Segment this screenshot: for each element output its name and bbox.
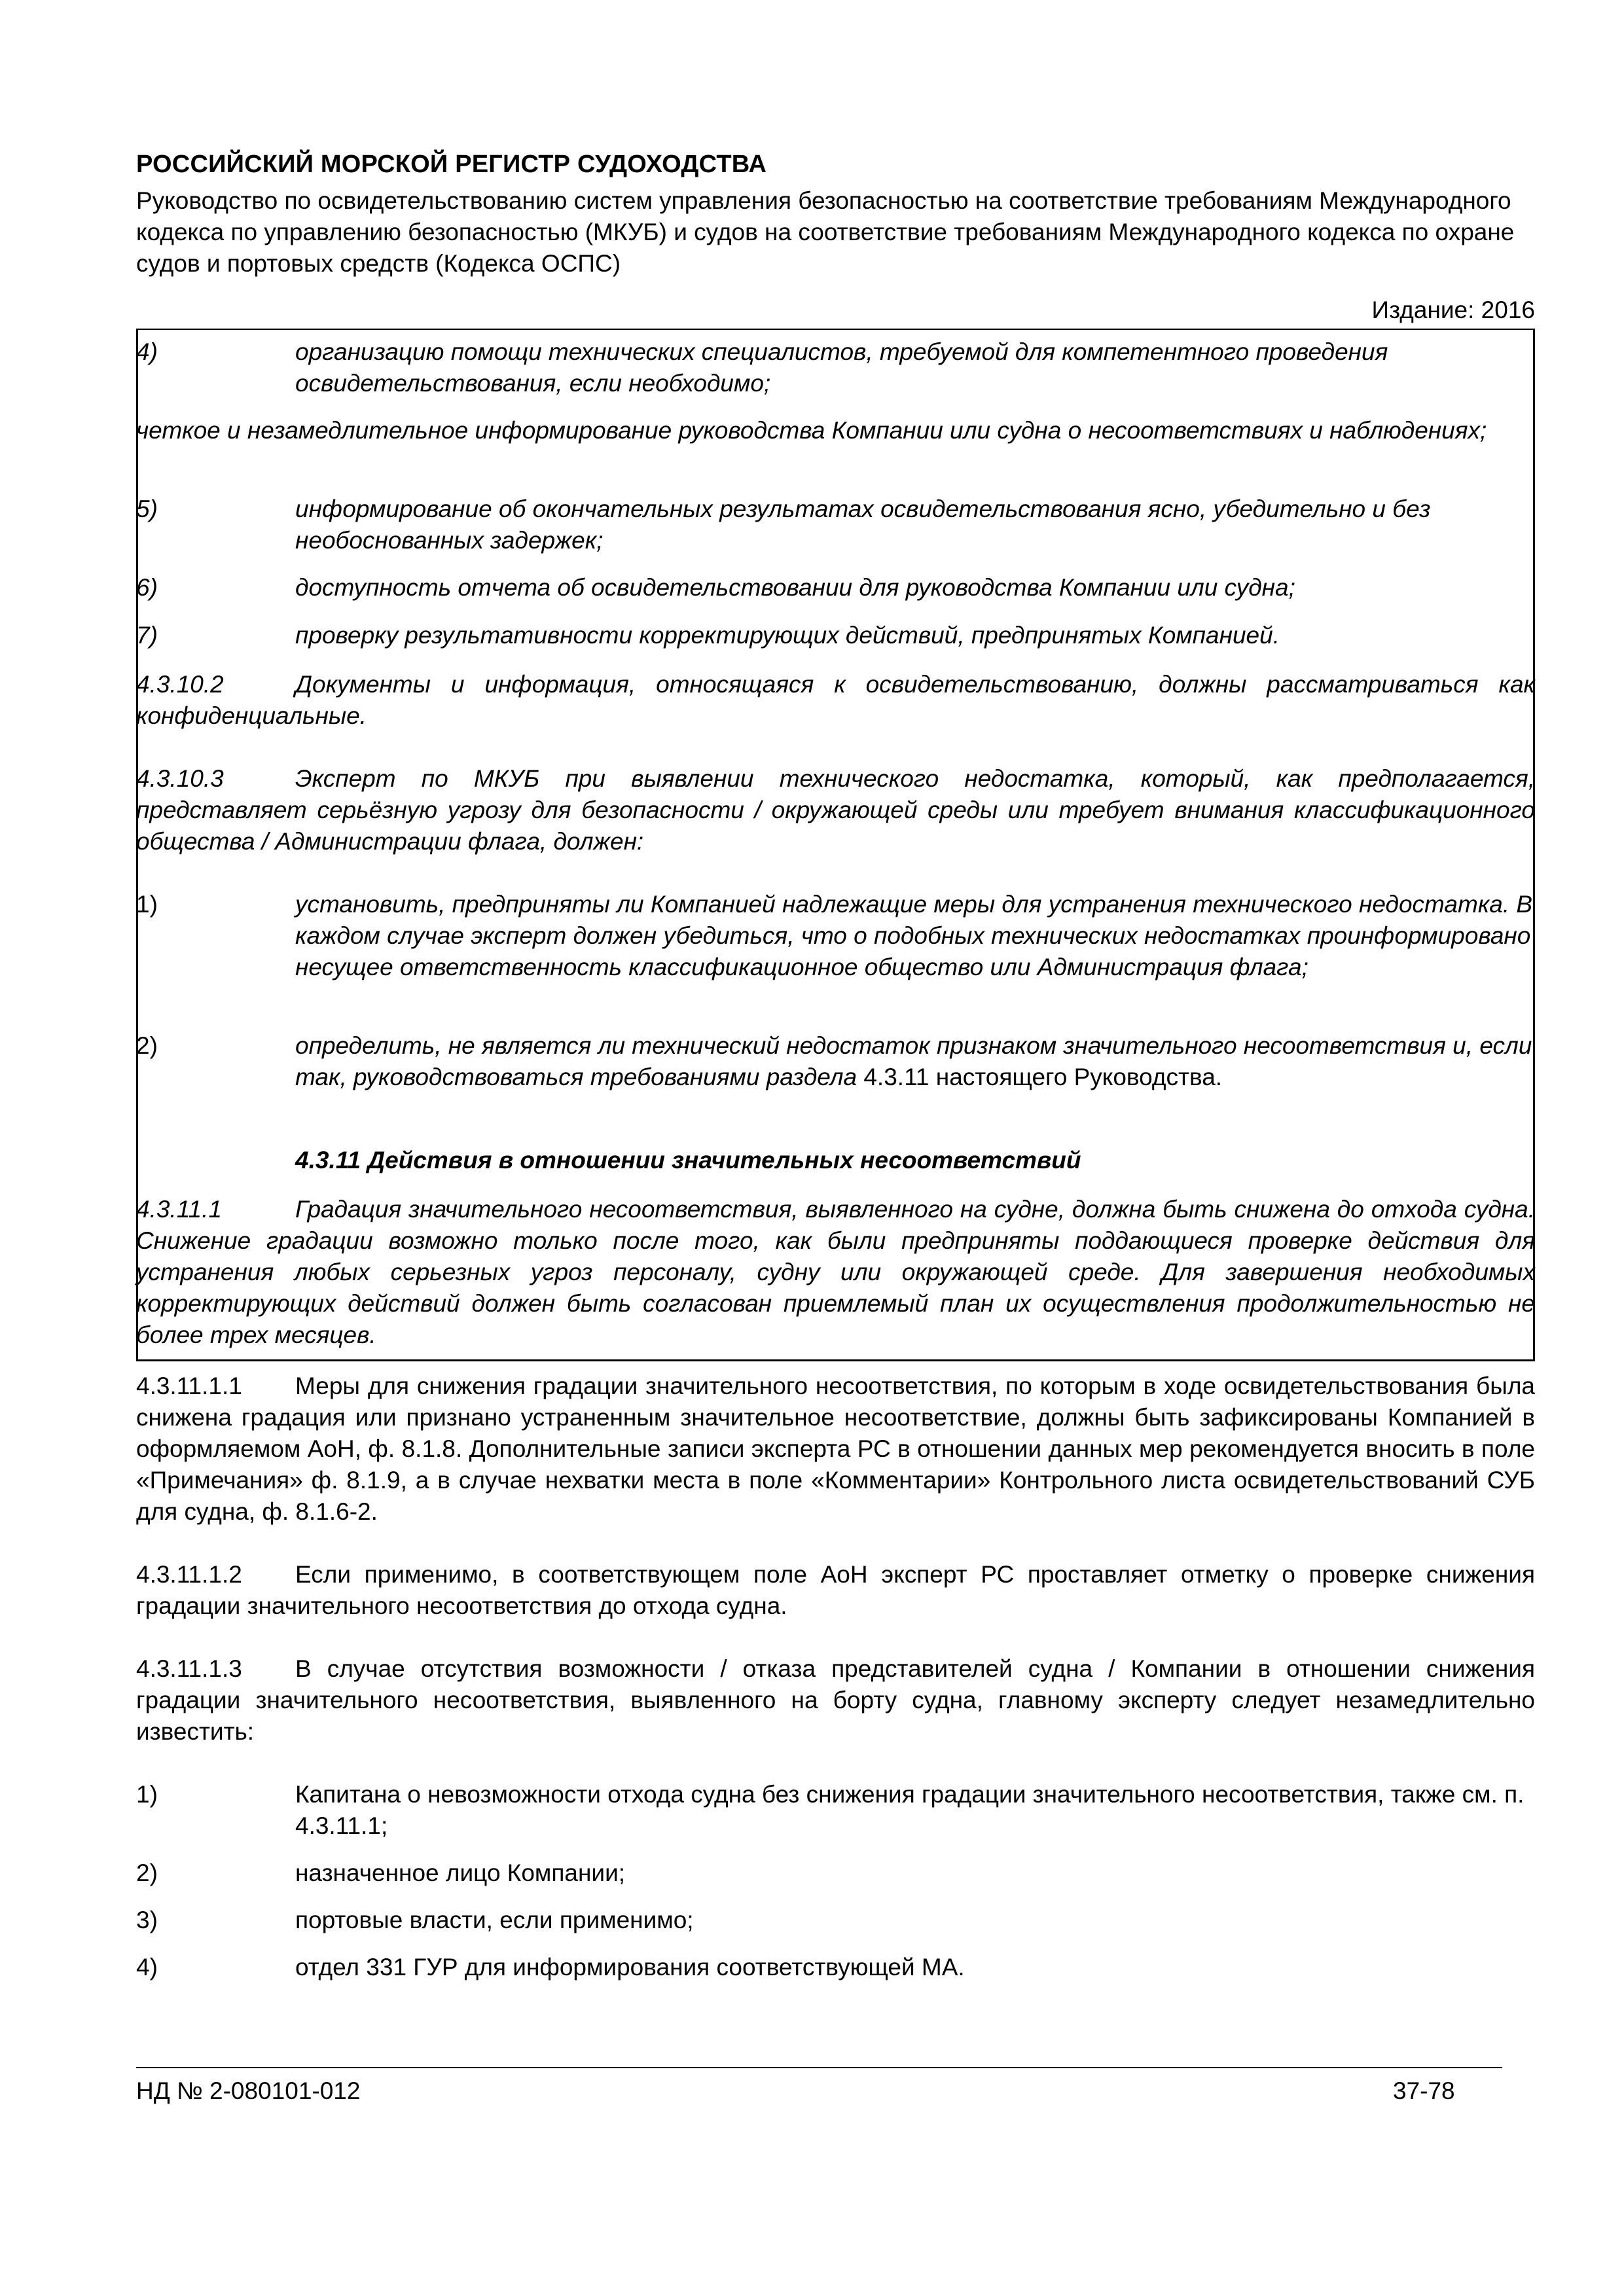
list-item-text: назначенное лицо Компании; — [295, 1859, 626, 1886]
list-item-text: Капитана о невозможности отхода судна без снижения градации значительного несоответствия, также см. п. 4.3.11.1; — [295, 1781, 1525, 1839]
list-item-text-part: настоящего Руководства. — [935, 1064, 1223, 1090]
paragraph-text: Меры для снижения градации значительного несоответствия, по которым в ходе освидетельствования была снижена градация или признано устраненным значительное несоответствие, должны быть зафиксированы Компанией в оформляемом АоН, ф. 8.1.8. Дополнительные записи эксперта РС в отношении данных мер рекомендуется вносить в поле «Примечания» ф. 8.1.9, а в случае нехватки места в поле «Комментарии» Контрольного листа освидетельствований СУБ для судна, ф. 8.1.6-2. — [136, 1372, 1535, 1525]
list-item — [136, 1030, 1535, 1093]
list-item — [136, 336, 1535, 399]
list-item — [136, 572, 1535, 603]
page-number: 37-78 — [1393, 2077, 1455, 2104]
list-item-text — [295, 1030, 1535, 1093]
document-subtitle: Руководство по освидетельствованию систем управления безопасностью на соответствие требованиям Международного кодекса по управлению безопасностью (МКУБ) и судов на соответствие требованиям Международного кодекса по охране судов и портовых средств (Кодекса ОСПС) — [136, 187, 1515, 277]
list-item — [136, 889, 1535, 983]
list-item-text: установить, предприняты ли Компанией надлежащие меры для устранения технического недостатка. В каждом случае эксперт должен убедиться, что о подобных технических недостатках проинформировано несущее ответственность классификационное общество или Администрация флага; — [295, 891, 1533, 980]
list-item-number: 7) — [136, 622, 158, 649]
paragraph-4-3-11-1-1 — [136, 1371, 1535, 1528]
list-item-text-part: определить, не является ли технический недостаток признаком значительного несоответствия и, если так, руководствоваться требованиями раздела — [295, 1032, 1532, 1090]
organization-title: РОССИЙСКИЙ МОРСКОЙ РЕГИСТР СУДОХОДСТВА — [136, 151, 767, 178]
list-item-number: 1) — [136, 1781, 158, 1808]
document-page — [136, 0, 1535, 2296]
list-item — [136, 620, 1535, 651]
list-item-number: 4) — [136, 1954, 158, 1981]
paragraph-number: 4.3.10.2 — [136, 671, 224, 698]
paragraph-4-3-11-1-3 — [136, 1653, 1535, 1748]
paragraph-4-3-10-3 — [136, 763, 1535, 857]
list-item-text: проверку результативности корректирующих действий, предпринятых Компанией. — [295, 622, 1280, 649]
section-reference: 4.3.11 — [863, 1064, 929, 1090]
list-item-number: 2) — [136, 1032, 158, 1059]
paragraph-text: Градация значительного несоответствия, выявленного на судне, должна быть снижена до отхода судна. Снижение градации возможно только после того, как были предприняты поддающиеся проверке действия для устранения любых серьезных угроз персоналу, судну или окружающей среде. Для завершения необходимых корректирующих действий должен быть согласован приемлемый план их осуществления продолжительностью не более трех месяцев. — [136, 1196, 1535, 1348]
list-item-text: доступность отчета об освидетельствовании для руководства Компании или судна; — [295, 574, 1295, 601]
list-item-number: 4) — [136, 338, 158, 365]
list-item-text: информирование об окончательных результатах освидетельствования ясно, убедительно и без необоснованных задержек; — [295, 495, 1431, 554]
list-item — [136, 1779, 1535, 1842]
list-item-number: 3) — [136, 1907, 158, 1933]
footer-divider — [136, 2067, 1502, 2068]
list-item-number: 5) — [136, 495, 158, 522]
list-item-text: организацию помощи технических специалистов, требуемой для компетентного проведения освидетельствования, если необходимо; — [295, 338, 1388, 397]
list-item — [136, 1905, 1535, 1936]
list-item-text: портовые власти, если применимо; — [295, 1907, 694, 1933]
paragraph: четкое и незамедлительное информирование руководства Компании или судна о несоответствиях и наблюдениях; — [136, 417, 1487, 444]
paragraph-number: 4.3.11.1.1 — [136, 1372, 242, 1399]
list-item — [136, 493, 1535, 556]
paragraph-text: Если применимо, в соответствующем поле АоН эксперт РС проставляет отметку о проверке снижения градации значительного несоответствия до отхода судна. — [136, 1561, 1535, 1619]
paragraph-number: 4.3.11.1 — [136, 1196, 222, 1223]
paragraph-number: 4.3.11.1.2 — [136, 1561, 242, 1588]
paragraph-number: 4.3.10.3 — [136, 765, 224, 792]
paragraph-number: 4.3.11.1.3 — [136, 1655, 242, 1682]
list-item-number: 1) — [136, 891, 158, 918]
list-item-number: 6) — [136, 574, 158, 601]
paragraph-4-3-11-1-2 — [136, 1559, 1535, 1622]
document-number: НД № 2-080101-012 — [136, 2077, 361, 2104]
paragraph-text: В случае отсутствия возможности / отказа представителей судна / Компании в отношении снижения градации значительного несоответствия, выявленного на борту судна, главному эксперту следует незамедлительно известить: — [136, 1655, 1535, 1745]
list-item-text: отдел 331 ГУР для информирования соответствующей МА. — [295, 1954, 965, 1981]
section-heading: 4.3.11 Действия в отношении значительных несоответствий — [295, 1147, 1081, 1174]
paragraph-text: Эксперт по МКУБ при выявлении технического недостатка, который, как предполагается, представляет серьёзную угрозу для безопасности / окружающей среды или требует внимания классификационного общества / Администрации флага, должен: — [136, 765, 1535, 855]
list-item — [136, 1952, 1535, 1983]
list-item — [136, 1857, 1535, 1889]
edition-label: Издание: 2016 — [1371, 296, 1535, 323]
paragraph-4-3-10-2 — [136, 669, 1535, 732]
paragraph-text: Документы и информация, относящаяся к освидетельствованию, должны рассматриваться как конфиденциальные. — [136, 671, 1535, 729]
list-item-number: 2) — [136, 1859, 158, 1886]
paragraph-4-3-11-1 — [136, 1194, 1535, 1351]
